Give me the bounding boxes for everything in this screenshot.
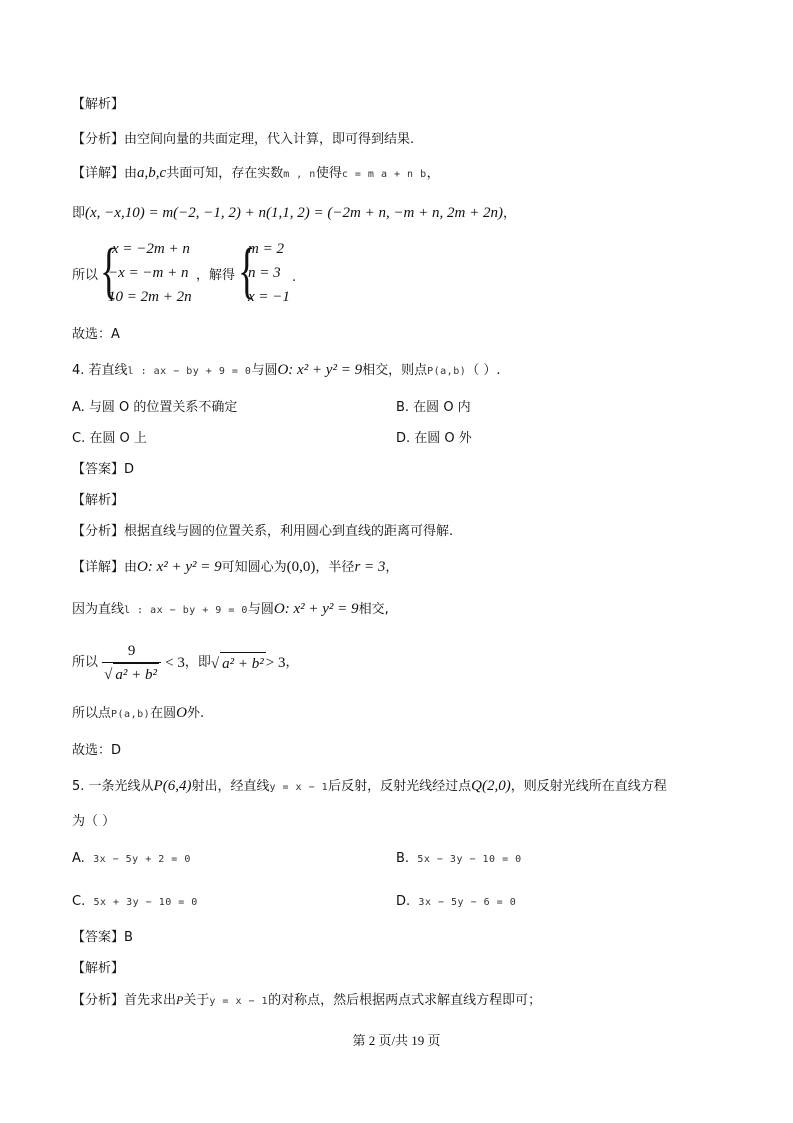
q5-opt-a-label: A. xyxy=(72,851,85,866)
fenxi-text: 由空间向量的共面定理，代入计算，即可得到结果. xyxy=(124,132,415,147)
q4-fraction xyxy=(102,640,161,686)
q4-analysis-tag: 【解析】 xyxy=(72,493,125,508)
q5-stem-d: ，则反射光线所在直线方程 xyxy=(510,779,667,794)
q4-suoyi: 所以 xyxy=(72,655,99,670)
q4-gt3: > 3 xyxy=(265,655,286,671)
q4-frac-den: √ a² + b² xyxy=(102,662,161,686)
left-brace-2: { xyxy=(238,237,256,305)
q4-frac-num: 9 xyxy=(127,643,136,659)
system2-row-1: m = 2 xyxy=(248,241,284,257)
left-brace: { xyxy=(100,237,118,305)
q4-circle-equation: O: x² + y² = 9 xyxy=(277,362,363,378)
guxuan-q3: 故选：A xyxy=(72,327,120,342)
q4-frac-den-sqrt: a² + b² xyxy=(113,663,159,686)
q5-mirror-line: y = x − 1 xyxy=(269,782,329,793)
xiangjie-tag: 【详解】 xyxy=(72,166,125,181)
vectors-abc: a,b,c xyxy=(137,165,167,181)
system1-row-3: 10 = 2m + 2n xyxy=(108,289,192,305)
analysis-tag-q3: 【解析】 xyxy=(72,97,125,112)
q4-xiangjie xyxy=(72,558,398,577)
q4-suoyi2-o: O xyxy=(176,705,187,721)
q4-conclusion xyxy=(72,704,204,724)
q5-point-p: P(6,4) xyxy=(153,778,192,794)
ji-equation: (x, −x,10) = m(−2, −1, 2) + n(1,1, 2) = (−2m + n, −m + n, 2m + 2n) xyxy=(85,205,503,221)
q5-opt-a-eq: 3x − 5y + 2 = 0 xyxy=(93,854,191,865)
q5-option-d xyxy=(396,893,516,912)
comma: ， xyxy=(426,166,440,181)
q4-yinwei-circle: O: x² + y² = 9 xyxy=(273,601,359,617)
q4-stem-c: 相交，则点 xyxy=(362,363,428,378)
q5-opt-d-eq: 3x − 5y − 6 = 0 xyxy=(418,897,517,908)
system2-row-2: n = 3 xyxy=(248,265,281,281)
q5-point-q: Q(2,0) xyxy=(471,778,511,794)
q4-ji: ，即 xyxy=(184,655,211,670)
xiangjie-text-a: 由 xyxy=(124,166,138,181)
q5-option-b xyxy=(396,850,522,869)
q5-opt-c-eq: 5x + 3y − 10 = 0 xyxy=(93,897,198,908)
q5-fenxi-line: y = x − 1 xyxy=(209,996,269,1007)
q4-center: (0,0) xyxy=(286,559,316,575)
q5-option-a xyxy=(72,850,191,869)
q4-xj-b: 可知圆心为 xyxy=(221,560,287,575)
q5-fenxi-a: 【分析】首先求出 xyxy=(72,993,177,1008)
q5-answer: 【答案】B xyxy=(72,930,133,945)
q4-yinwei-line: l : ax − by + 9 = 0 xyxy=(124,605,248,616)
ji-prefix: 即 xyxy=(72,206,86,221)
jiede-label: ，解得 xyxy=(196,268,236,283)
q4-xj-c: ，半径 xyxy=(315,560,355,575)
q4-yinwei-a: 因为直线 xyxy=(72,602,125,617)
q4-xj-a: 【详解】由 xyxy=(72,560,138,575)
ji-suffix: ， xyxy=(502,206,516,221)
system1-row-2: −x = −m + n xyxy=(108,265,189,281)
q4-yinwei xyxy=(72,600,389,620)
q4-option-d: D. 在圆 O 外 xyxy=(396,431,472,446)
q4-guxuan: 故选：D xyxy=(72,743,122,758)
mn-vars: m , n xyxy=(283,169,316,180)
q4-answer: 【答案】D xyxy=(72,462,135,477)
q4-xj-d: ， xyxy=(385,560,399,575)
q5-analysis-tag: 【解析】 xyxy=(72,961,125,976)
q5-stem-c: 后反射，反射光线经过点 xyxy=(328,779,472,794)
vector-equation: c = m a + n b xyxy=(341,169,427,180)
ji-line-q3 xyxy=(72,204,516,223)
q4-radius: r = 3 xyxy=(354,559,386,575)
q5-fenxi-p: P xyxy=(176,993,184,1007)
system-period: . xyxy=(292,270,297,285)
q4-xj-circle: O: x² + y² = 9 xyxy=(137,559,222,575)
q4-option-a: A. 与圆 O 的位置关系不确定 xyxy=(72,400,238,415)
suoyi-label-q3: 所以 xyxy=(72,268,99,283)
question-4-stem xyxy=(72,361,501,381)
q4-ji-end: ， xyxy=(285,655,299,670)
q4-suoyi2-b: 在圆 xyxy=(150,706,177,721)
q4-option-b: B. 在圆 O 内 xyxy=(396,400,471,415)
q4-suoyi2-a: 所以点 xyxy=(72,706,112,721)
q5-fenxi-c: 的对称点，然后根据两点式求解直线方程即可； xyxy=(268,993,542,1008)
system2-row-3: x = −1 xyxy=(248,289,290,305)
q5-opt-b-eq: 5x − 3y − 10 = 0 xyxy=(417,854,522,865)
q4-yinwei-b: 与圆 xyxy=(247,602,274,617)
q4-option-c: C. 在圆 O 上 xyxy=(72,431,147,446)
q5-opt-c-label: C. xyxy=(72,894,86,909)
system1-row-1: x = −2m + n xyxy=(112,241,190,257)
q4-suoyi2-c: 外. xyxy=(187,706,205,721)
q4-stem-a: 4. 若直线 xyxy=(72,363,128,378)
fenxi-tag: 【分析】 xyxy=(72,132,125,147)
q5-opt-d-label: D. xyxy=(396,894,411,909)
q5-fenxi xyxy=(72,991,541,1011)
xiangjie-text-b: 共面可知，存在实数 xyxy=(166,166,284,181)
q4-fraction-line xyxy=(72,640,298,686)
question-5-stem xyxy=(72,777,667,797)
page-footer: 第 2 页/共 19 页 xyxy=(352,1033,441,1048)
q4-point: P(a,b) xyxy=(427,366,467,377)
equation-system-2 xyxy=(238,238,318,310)
q4-point-2: P(a,b) xyxy=(111,709,151,720)
q4-stem-b: 与圆 xyxy=(251,363,278,378)
xiangjie-line-q3 xyxy=(72,164,440,184)
q5-stem-e: 为（ ） xyxy=(72,814,116,829)
q4-stem-d: （ ）. xyxy=(466,363,501,378)
q4-lt3: < 3 xyxy=(165,655,185,671)
q5-stem-a: 5. 一条光线从 xyxy=(72,779,154,794)
q5-fenxi-b: 关于 xyxy=(183,993,210,1008)
q5-stem-b: 射出，经直线 xyxy=(191,779,270,794)
q4-sqrt-inner: a² + b² xyxy=(220,652,266,675)
q4-line-equation: l : ax − by + 9 = 0 xyxy=(127,366,252,377)
xiangjie-text-c: 使得 xyxy=(315,166,342,181)
fenxi-line-q3 xyxy=(72,131,414,149)
q5-opt-b-label: B. xyxy=(396,851,410,866)
q4-sqrt-expr: √ a² + b² xyxy=(211,656,266,672)
q4-fenxi: 【分析】根据直线与圆的位置关系，利用圆心到直线的距离可得解. xyxy=(72,524,454,539)
q4-yinwei-c: 相交, xyxy=(358,602,389,617)
q5-option-c xyxy=(72,893,198,912)
